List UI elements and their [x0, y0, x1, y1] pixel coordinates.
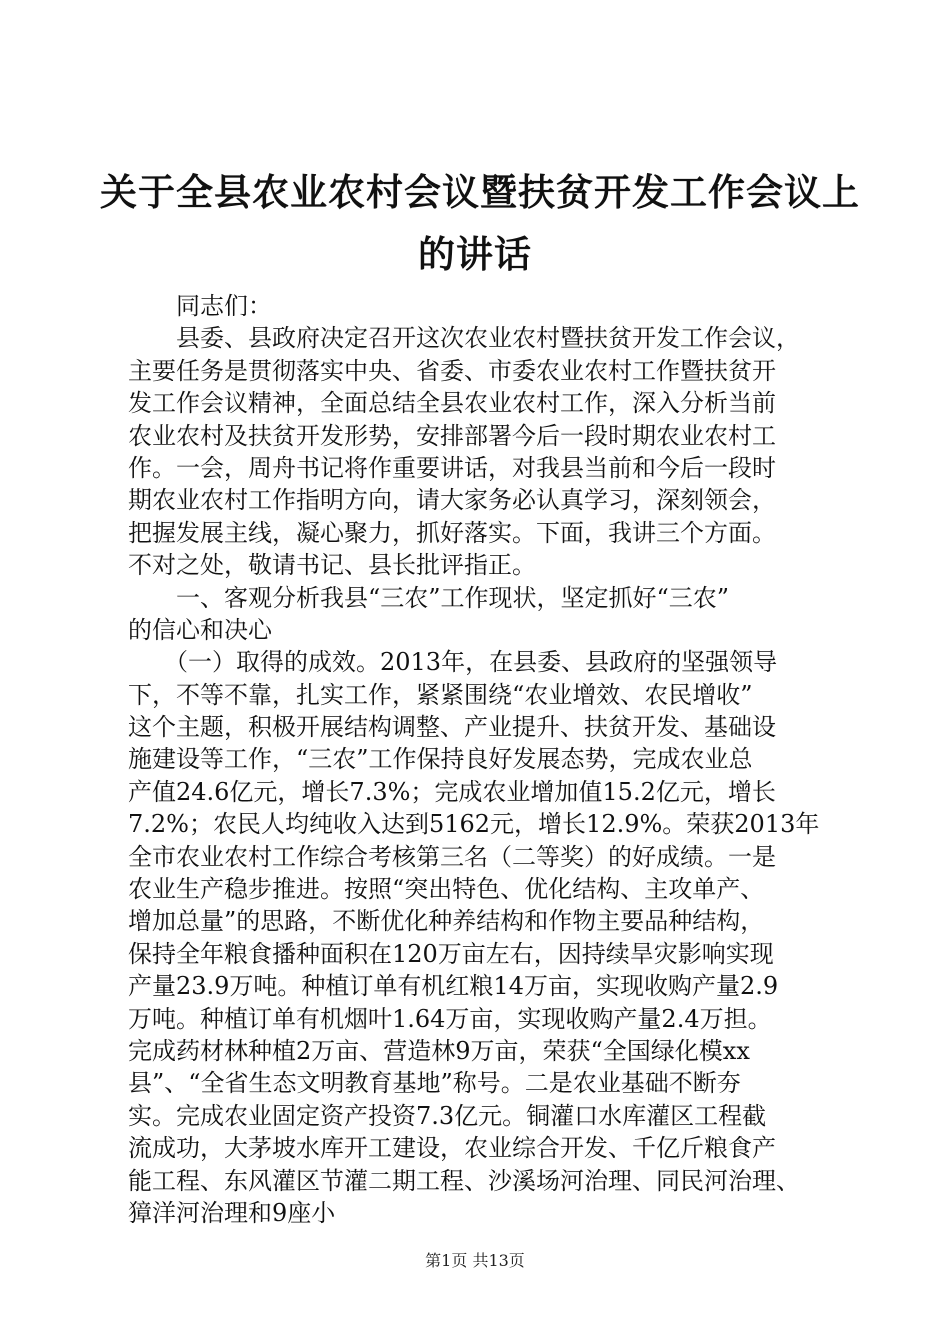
body-line: 这个主题，积极开展结构调整、产业提升、扶贫开发、基础设	[128, 713, 776, 742]
body-line: 增加总量”的思路，不断优化种养结构和作物主要品种结构，	[128, 907, 765, 936]
document-title-line-1: 关于全县农业农村会议暨扶贫开发工作会议上	[100, 171, 860, 214]
body-line: 全市农业农村工作综合考核第三名（二等奖）的好成绩。一是	[128, 842, 776, 871]
body-line: 保持全年粮食播种面积在120万亩左右，因持续旱灾影响实现	[128, 939, 774, 968]
body-line: 把握发展主线，凝心聚力，抓好落实。下面，我讲三个方面。	[128, 518, 776, 547]
body-line: 下，不等不靠，扎实工作，紧紧围绕“农业增效、农民增收”	[128, 680, 753, 709]
page-number-footer: 第1页 共13页	[425, 1251, 525, 1270]
body-line: 的信心和决心	[128, 615, 272, 644]
body-line: 能工程、东风灌区节灌二期工程、沙溪场河治理、同民河治理、	[128, 1166, 800, 1195]
body-line: 一、客观分析我县“三农”工作现状，坚定抓好“三农”	[128, 583, 730, 612]
body-line: 同志们：	[128, 292, 272, 320]
body-line: 7.2%；农民人均纯收入达到5162元，增长12.9%。荣获2013年	[128, 810, 820, 839]
body-line: 流成功，大茅坡水库开工建设，农业综合开发、千亿斤粮食产	[128, 1134, 776, 1163]
body-line: 期农业农村工作指明方向，请大家务必认真学习，深刻领会，	[128, 486, 776, 515]
body-line: 獐洋河治理和9座小	[128, 1198, 336, 1227]
body-line: 实。完成农业固定资产投资7.3亿元。铜灌口水库灌区工程截	[128, 1101, 767, 1130]
body-line: 产量23.9万吨。种植订单有机红粮14万亩，实现收购产量2.9	[128, 972, 779, 1001]
body-line: 作。一会，周舟书记将作重要讲话，对我县当前和今后一段时	[128, 453, 776, 482]
body-line: 农业农村及扶贫开发形势，安排部署今后一段时期农业农村工	[128, 421, 776, 450]
body-line: 县委、县政府决定召开这次农业农村暨扶贫开发工作会议，	[128, 324, 800, 353]
body-line: 农业生产稳步推进。按照“突出特色、优化结构、主攻单产、	[128, 875, 765, 904]
body-line: 发工作会议精神，全面总结全县农业农村工作，深入分析当前	[128, 389, 776, 418]
document-body	[128, 290, 828, 1229]
body-line: 施建设等工作，“三农”工作保持良好发展态势，完成农业总	[128, 745, 753, 774]
body-line: 县”、“全省生态文明教育基地”称号。二是农业基础不断夯	[128, 1069, 741, 1098]
body-line: 完成药材林种植2万亩、营造林9万亩，荣获“全国绿化模xx	[128, 1036, 750, 1065]
body-line: 不对之处，敬请书记、县长批评指正。	[128, 551, 536, 580]
body-line: 万吨。种植订单有机烟叶1.64万亩，实现收购产量2.4万担。	[128, 1004, 772, 1033]
body-line: （一）取得的成效。2013年，在县委、县政府的坚强领导	[128, 648, 778, 677]
document-title-line-2: 的讲话	[418, 233, 532, 276]
body-line: 主要任务是贯彻落实中央、省委、市委农业农村工作暨扶贫开	[128, 356, 776, 385]
body-line: 产值24.6亿元，增长7.3%；完成农业增加值15.2亿元，增长	[128, 777, 776, 806]
